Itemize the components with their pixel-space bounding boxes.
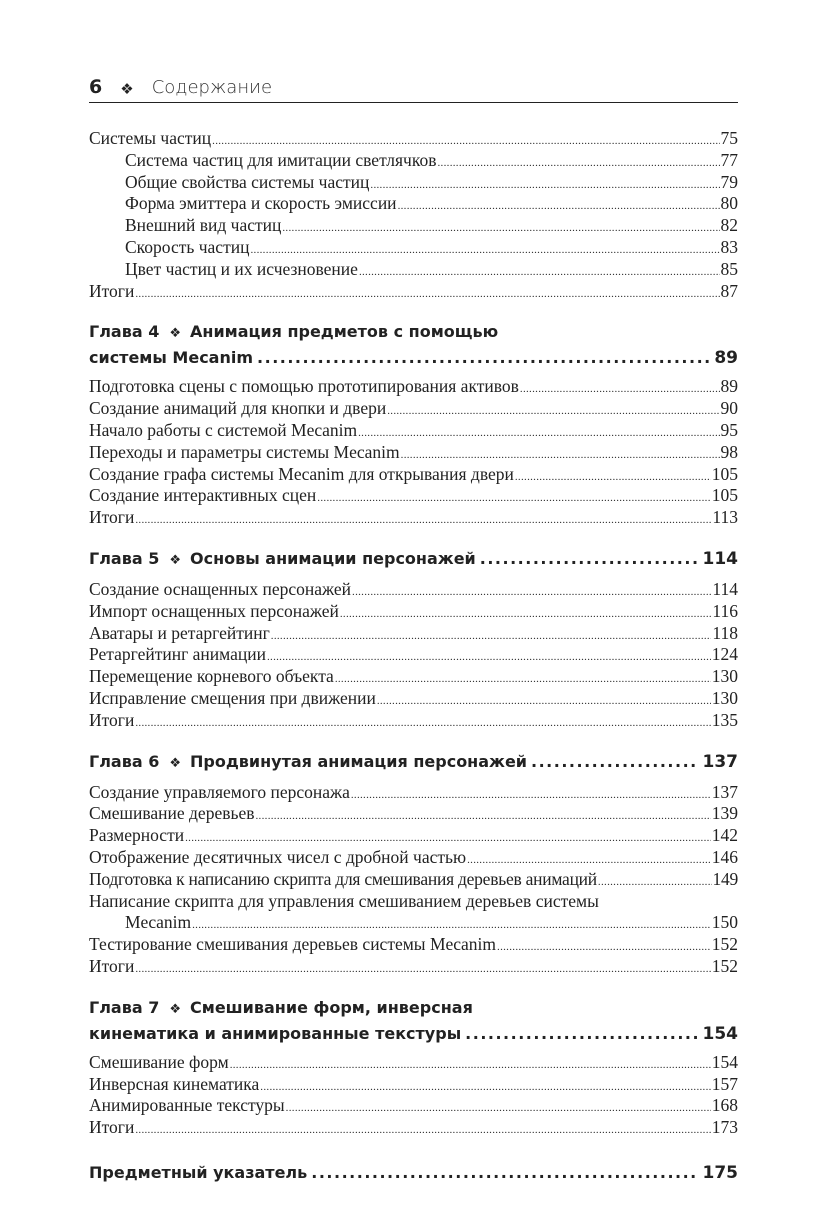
toc-entry: Размерности ..... 142: [89, 825, 738, 847]
toc-entry: Создание анимаций для кнопки и двери ..... 90: [89, 398, 738, 420]
toc-section-ch7: [89, 1052, 738, 1139]
chapter-heading-6: [89, 750, 738, 776]
toc-entry: Смешивание деревьев ..... 139: [89, 803, 738, 825]
toc-entry: Начало работы с системой Mecanim ..... 95: [89, 420, 738, 442]
toc-section-ch4: [89, 376, 738, 529]
chapter-page: 89: [714, 348, 738, 369]
index-title: Предметный указатель: [89, 1162, 308, 1182]
toc-entry: Тестирование смешивания деревьев системы Mecanim ..... 152: [89, 934, 738, 956]
toc-section-ch6: [89, 782, 738, 978]
toc-entry: Аватары и ретаргейтинг ..... 118: [89, 623, 738, 645]
chapter-page: 114: [702, 548, 738, 569]
toc-entry: Ретаргейтинг анимации ..... 124: [89, 644, 738, 666]
toc-entry: Итоги ..... 152: [89, 956, 738, 978]
chapter-page: 154: [702, 1023, 738, 1044]
toc-entry: Общие свойства системы частиц ..... 79: [89, 172, 738, 194]
ornament-icon: ❖: [169, 755, 181, 771]
ornament-icon: ❖: [169, 552, 181, 568]
chapter-heading-5: [89, 547, 738, 573]
chapter-heading-7: [89, 996, 738, 1046]
ornament-icon: ❖: [120, 80, 134, 98]
page-number: 6: [89, 76, 103, 98]
chapter-label: Глава 6: [89, 751, 160, 771]
chapter-title: Основы анимации персонажей: [190, 548, 476, 568]
toc-section-particles: [89, 128, 738, 302]
toc-entry-wrapped-line1: Написание скрипта для управления смешиванием деревьев системы: [89, 890, 599, 911]
chapter-title-cont: кинематика и анимированные текстуры: [89, 1023, 462, 1043]
chapter-title-cont: системы Mecanim: [89, 348, 254, 368]
index-page: 175: [702, 1162, 738, 1183]
toc-entry: Инверсная кинематика ..... 157: [89, 1074, 738, 1096]
chapter-label: Глава 7: [89, 997, 160, 1017]
chapter-page: 137: [702, 751, 738, 772]
toc-entry: Системы частиц ..... 75: [89, 128, 738, 150]
toc-entry: Анимированные текстуры ..... 168: [89, 1095, 738, 1117]
chapter-label: Глава 5: [89, 548, 160, 568]
toc-entry: Импорт оснащенных персонажей ..... 116: [89, 601, 738, 623]
chapter-title: Продвинутая анимация персонажей: [190, 751, 528, 771]
running-header: [89, 70, 738, 103]
chapter-label: Глава 4: [89, 322, 160, 342]
toc-entry-wrapped-line2: Mecanim ..... 150: [89, 912, 738, 934]
toc-entry: Создание интерактивных сцен ..... 105: [89, 485, 738, 507]
chapter-heading-4: [89, 320, 738, 370]
toc-entry: Подготовка к написанию скрипта для смешивания деревьев анимаций ..... 149: [89, 869, 738, 891]
toc-entry: Система частиц для имитации светлячков ..... 77: [89, 150, 738, 172]
toc-entry: Перемещение корневого объекта ..... 130: [89, 666, 738, 688]
toc-entry: Смешивание форм ..... 154: [89, 1052, 738, 1074]
toc-entry: Создание управляемого персонажа ..... 137: [89, 782, 738, 804]
toc-entry: Форма эмиттера и скорость эмиссии ..... 80: [89, 193, 738, 215]
toc-entry: Скорость частиц ..... 83: [89, 237, 738, 259]
toc-entry: Переходы и параметры системы Mecanim ..... 98: [89, 442, 738, 464]
toc-entry: Итоги ..... 135: [89, 710, 738, 732]
toc-entry: Создание оснащенных персонажей ..... 114: [89, 579, 738, 601]
toc-section-ch5: [89, 579, 738, 732]
index-heading: [89, 1161, 738, 1185]
toc-entry: Итоги ..... 113: [89, 507, 738, 529]
chapter-title: Смешивание форм, инверсная: [190, 997, 473, 1017]
chapter-title: Анимация предметов с помощью: [190, 322, 499, 342]
toc-page: [89, 70, 738, 1191]
toc-entry: Создание графа системы Mecanim для открывания двери ..... 105: [89, 464, 738, 486]
toc-entry: Отображение десятичных чисел с дробной частью ..... 146: [89, 847, 738, 869]
toc-entry: Внешний вид частиц ..... 82: [89, 215, 738, 237]
ornament-icon: ❖: [169, 326, 181, 342]
toc-entry: Подготовка сцены с помощью прототипирования активов ..... 89: [89, 376, 738, 398]
toc-entry: Итоги ..... 87: [89, 281, 738, 303]
toc-entry: Исправление смещения при движении ..... 130: [89, 688, 738, 710]
header-title: Содержание: [151, 77, 273, 98]
toc-entry: Цвет частиц и их исчезновение ..... 85: [89, 259, 738, 281]
toc-entry: Итоги ..... 173: [89, 1117, 738, 1139]
ornament-icon: ❖: [169, 1001, 181, 1017]
